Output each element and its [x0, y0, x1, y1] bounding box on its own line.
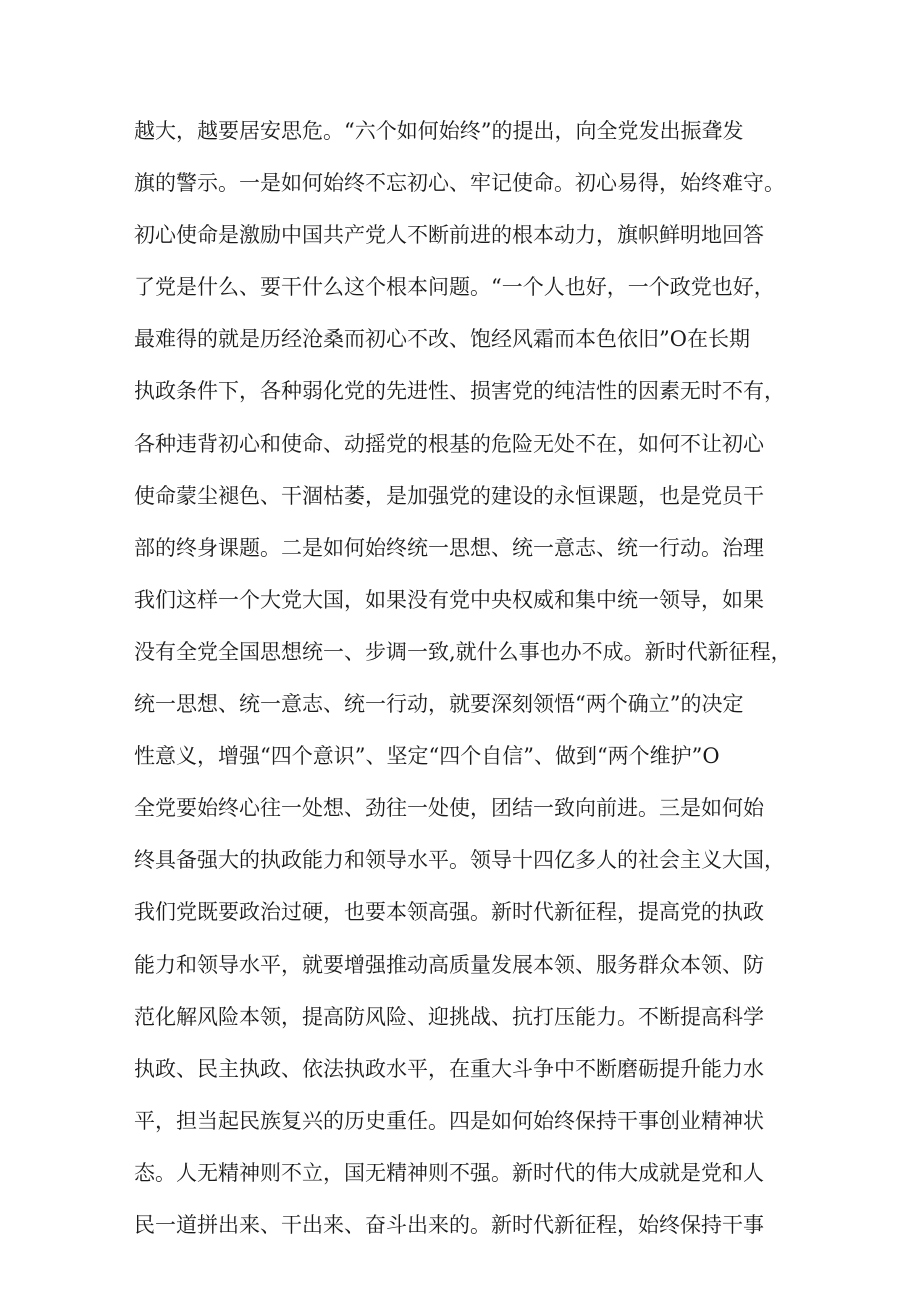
- text-line: 终具备强大的执政能力和领导水平。领导十四亿多人的社会主义大国，: [134, 848, 785, 873]
- text-line: 越大，越要居安思危。“六个如何始终”的提出，向全党发出振聋发: [134, 119, 744, 143]
- text-line: 民一道拼出来、干出来、奋斗出来的。新时代新征程，始终保持干事: [134, 1212, 764, 1237]
- text-line: 了党是什么、要干什么这个根本问题。“一个人也好，一个政党也好，: [134, 275, 775, 300]
- text-line: 旗的警示。一是如何始终不忘初心、牢记使命。初心易得，始终难守。: [134, 171, 785, 196]
- text-line: 范化解风险本领，提高防风险、迎挑战、抗打压能力。不断提高科学: [134, 1004, 764, 1029]
- text-line: 各种违背初心和使命、动摇党的根基的危险无处不在，如何不让初心: [134, 431, 764, 456]
- text-line: 初心使命是激励中国共产党人不断前进的根本动力，旗帜鲜明地回答: [134, 223, 764, 248]
- text-line: 使命蒙尘褪色、干涸枯萎，是加强党的建设的永恒课题，也是党员干: [134, 483, 764, 508]
- text-line: 统一思想、统一意志、统一行动，就要深刻领悟“两个确立”的决定: [134, 692, 744, 717]
- text-line: 全党要始终心往一处想、劲往一处使，团结一致向前进。三是如何始: [134, 796, 764, 821]
- text-line: 我们这样一个大党大国，如果没有党中央权威和集中统一领导，如果: [134, 587, 764, 612]
- text-line: 态。人无精神则不立，国无精神则不强。新时代的伟大成就是党和人: [134, 1160, 764, 1185]
- text-line: 平，担当起民族复兴的历史重任。四是如何始终保持干事创业精神状: [134, 1108, 764, 1133]
- text-line: 我们党既要政治过硬，也要本领高强。新时代新征程，提高党的执政: [134, 900, 764, 925]
- text-line: 最难得的就是历经沧桑而初心不改、饱经风霜而本色依旧”O在长期: [134, 327, 750, 352]
- text-line: 执政条件下，各种弱化党的先进性、损害党的纯洁性的因素无时不有，: [134, 379, 785, 404]
- text-line: 没有全党全国思想统一、步调一致,就什么事也办不成。新时代新征程，: [134, 639, 792, 664]
- body-text: [134, 105, 814, 1251]
- text-line: 性意义，增强“四个意识”、坚定“四个自信”、做到“两个维护”O: [134, 744, 720, 769]
- text-line: 能力和领导水平，就要增强推动高质量发展本领、服务群众本领、防: [134, 952, 764, 977]
- text-line: 执政、民主执政、依法执政水平，在重大斗争中不断磨砺提升能力水: [134, 1056, 764, 1081]
- text-line: 部的终身课题。二是如何始终统一思想、统一意志、统一行动。治理: [134, 535, 764, 560]
